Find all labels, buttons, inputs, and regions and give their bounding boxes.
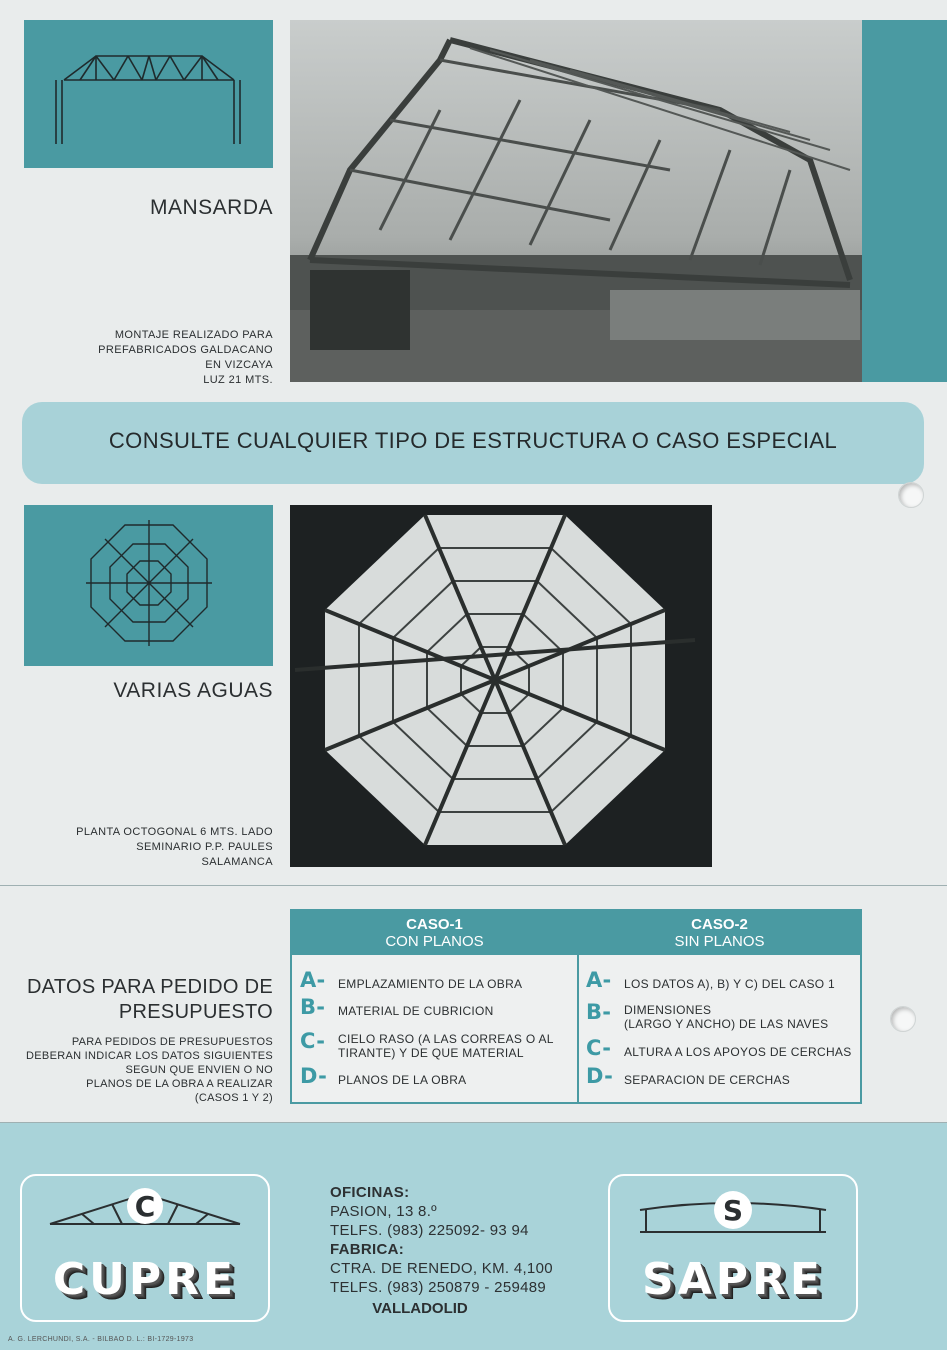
caso2-subtitle: SIN PLANOS [674, 933, 765, 950]
note-line: PLANOS DE LA OBRA A REALIZAR [86, 1078, 273, 1090]
item-letter: A- [586, 968, 612, 992]
caption-line: MONTAJE REALIZADO PARA [114, 329, 273, 341]
item-letter: B- [586, 1000, 612, 1024]
item-letter: D- [300, 1064, 328, 1088]
fabrica-label: FABRICA: [330, 1241, 405, 1258]
varias-aguas-diagram [24, 505, 273, 666]
address-block [330, 1183, 600, 1297]
octagonal-dome-photo [290, 505, 712, 867]
caption-line: PREFABRICADOS GALDACANO [98, 344, 273, 356]
caption-line: SEMINARIO P.P. PAULES [136, 841, 273, 853]
item-text [338, 1032, 554, 1060]
datos-title-line: DATOS PARA PEDIDO DE [26, 976, 273, 998]
varias-aguas-photo [290, 505, 712, 867]
varias-aguas-label: VARIAS AGUAS [113, 679, 273, 702]
note-line: (CASOS 1 Y 2) [194, 1092, 273, 1104]
datos-title-line: PRESUPUESTO [118, 1001, 273, 1023]
fabrica-address: CTRA. DE RENEDO, KM. 4,100 [330, 1260, 553, 1277]
casos-table [290, 909, 862, 1104]
item-text-line: CIELO RASO (A LAS CORREAS O AL [338, 1032, 554, 1046]
datos-title [18, 975, 273, 1025]
item-text: EMPLAZAMIENTO DE LA OBRA [338, 977, 523, 991]
banner-text: CONSULTE CUALQUIER TIPO DE ESTRUCTURA O CASO ESPECIAL [108, 428, 838, 453]
caso1-header [292, 911, 577, 955]
caption-line: SALAMANCA [201, 856, 273, 868]
item-text: ALTURA A LOS APOYOS DE CERCHAS [624, 1045, 852, 1059]
item-text-line: DIMENSIONES [624, 1003, 712, 1017]
section-divider [0, 885, 947, 886]
cupre-truss-icon [22, 1176, 268, 1256]
mansarda-diagram [24, 20, 273, 168]
caso1-title: CASO-1 [406, 916, 463, 933]
caption-line: LUZ 21 MTS. [203, 374, 273, 386]
caption-line: EN VIZCAYA [205, 359, 273, 371]
caso2-title: CASO-2 [691, 916, 748, 933]
item-letter: C- [586, 1036, 612, 1060]
binder-hole [890, 1006, 916, 1032]
cupre-logo [20, 1174, 270, 1322]
mansarda-label: MANSARDA [149, 196, 273, 219]
varias-aguas-caption [24, 825, 273, 870]
item-text: SEPARACION DE CERCHAS [624, 1073, 791, 1087]
item-text: MATERIAL DE CUBRICION [338, 1004, 494, 1018]
note-line: SEGUN QUE ENVIEN O NO [125, 1064, 273, 1076]
item-text-line: TIRANTE) Y DE QUE MATERIAL [338, 1046, 524, 1060]
right-color-band [862, 20, 947, 382]
caso2-item [586, 1000, 856, 1033]
sapre-arch-icon [610, 1176, 856, 1256]
datos-note [18, 1035, 273, 1105]
caption-line: PLANTA OCTOGONAL 6 MTS. LADO [76, 826, 273, 838]
item-text [624, 1003, 828, 1031]
oficinas-phone: TELFS. (983) 225092- 93 94 [330, 1222, 529, 1239]
sapre-monogram: S [722, 1194, 744, 1227]
imprint-line: A. G. LERCHUNDI, S.A. - BILBAO D. L.: BI-1729-1973 [8, 1336, 194, 1343]
caso2-header [579, 911, 860, 955]
item-letter: B- [300, 995, 326, 1019]
octagonal-roof-icon [24, 505, 273, 666]
note-line: PARA PEDIDOS DE PRESUPUESTOS [71, 1036, 273, 1048]
mansarda-photo [290, 20, 862, 382]
item-letter: C- [300, 1029, 326, 1053]
item-letter: D- [586, 1064, 614, 1088]
mansard-truss-icon [24, 20, 273, 168]
caso1-item [300, 1029, 570, 1062]
column-divider [577, 911, 579, 1102]
item-letter: A- [300, 968, 326, 992]
city-label: VALLADOLID [372, 1300, 468, 1317]
binder-hole [898, 482, 924, 508]
oficinas-label: OFICINAS: [330, 1184, 410, 1201]
item-text: LOS DATOS A), B) Y C) DEL CASO 1 [624, 977, 835, 991]
fabrica-phone: TELFS. (983) 250879 - 259489 [330, 1279, 547, 1296]
sapre-logo [608, 1174, 858, 1322]
item-text-line: (LARGO Y ANCHO) DE LAS NAVES [624, 1017, 829, 1031]
mansarda-caption [24, 328, 273, 388]
note-line: DEBERAN INDICAR LOS DATOS SIGUIENTES [26, 1050, 273, 1062]
cupre-monogram: C [134, 1190, 156, 1223]
mansard-structure-photo [290, 20, 862, 382]
cupre-wordmark: CUPRE [52, 1254, 238, 1305]
caso1-subtitle: CON PLANOS [385, 933, 484, 950]
oficinas-address: PASION, 13 8.º [330, 1203, 437, 1220]
item-text: PLANOS DE LA OBRA [338, 1073, 467, 1087]
sapre-wordmark: SAPRE [642, 1254, 824, 1305]
